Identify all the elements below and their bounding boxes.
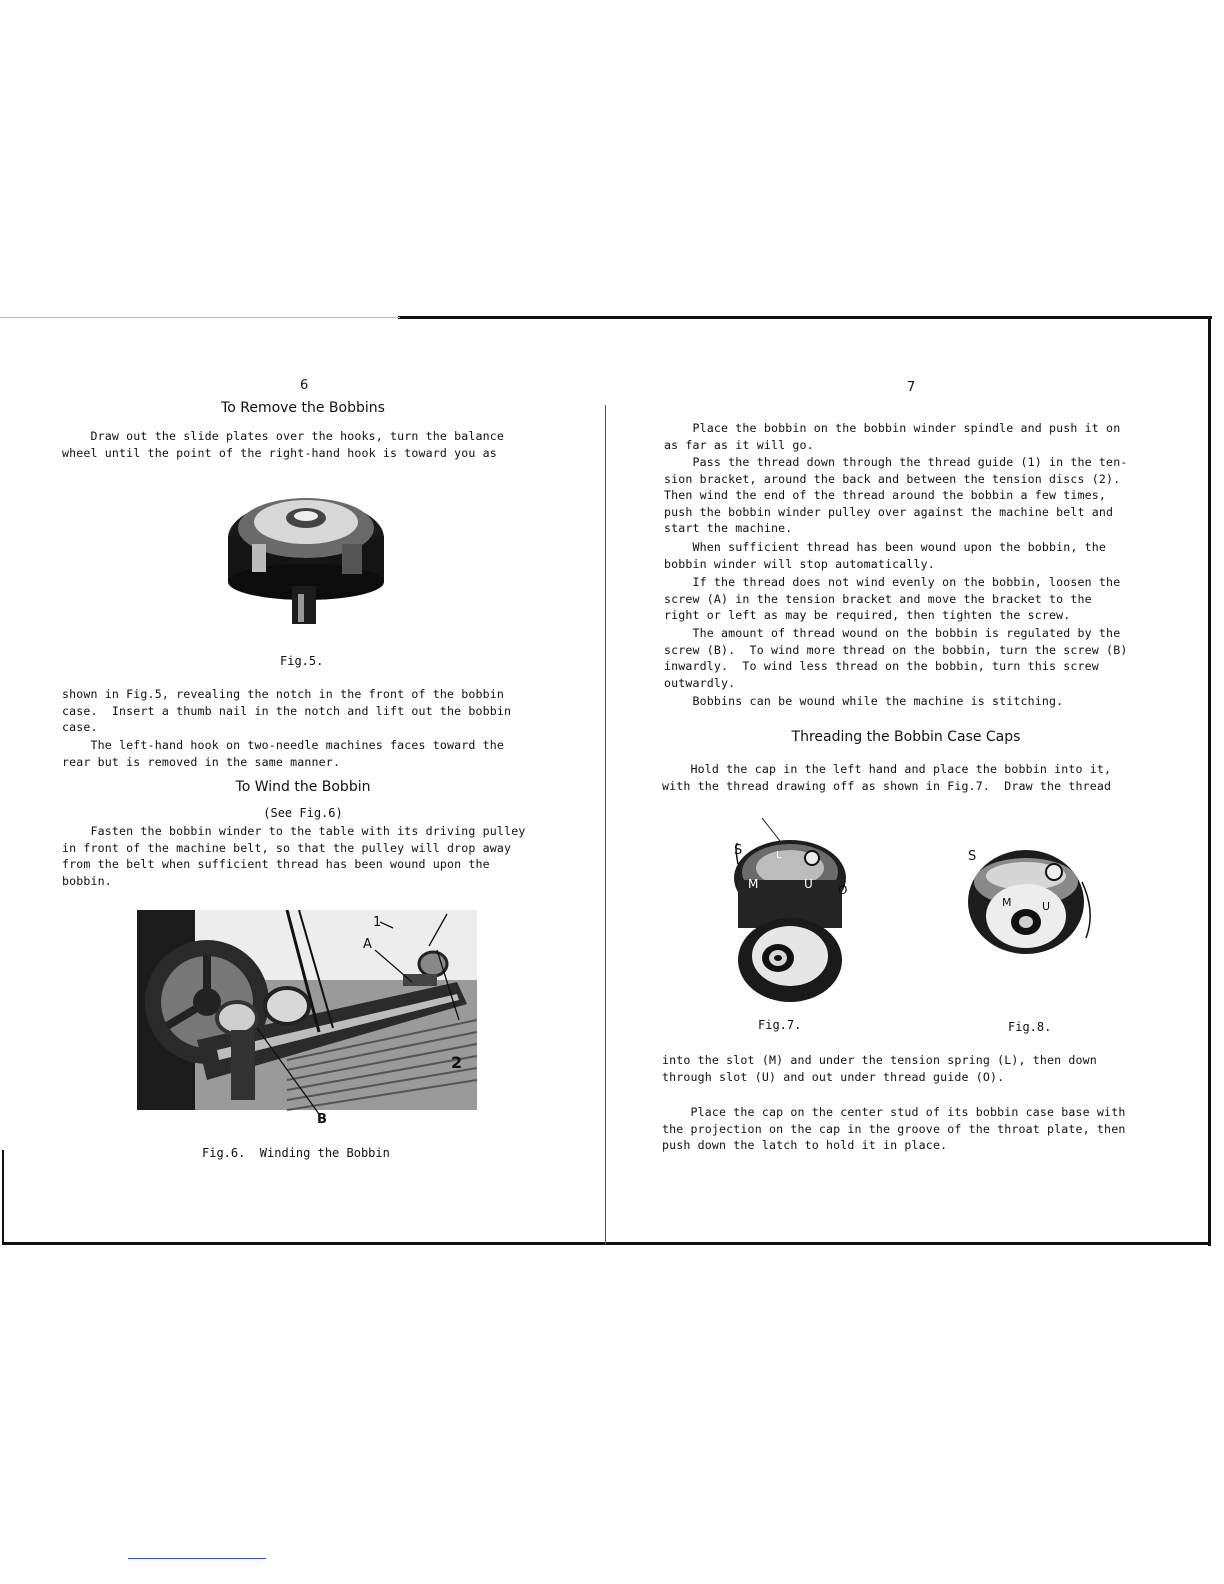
bottom-border-rule bbox=[4, 1242, 1210, 1245]
paragraph-remove-1: Draw out the slide plates over the hooks, turn the balance wheel until the point of the right-hand hook is toward you as bbox=[62, 429, 505, 460]
paragraph-bobbin-winder-6: Bobbins can be wound while the machine is stitching. bbox=[664, 694, 1064, 708]
paragraph-bobbin-winder-4: If the thread does not wind evenly on the bobbin, loosen the screw (A) in the tension bracket and move the bracket to the right or left as may be required, then tighten the screw. bbox=[664, 575, 1121, 623]
right-edge-rule bbox=[1208, 318, 1211, 1246]
paragraph-threading-1: Hold the cap in the left hand and place the bobbin into it, with the thread drawing off as shown in Fig.7. Draw the thread bbox=[662, 762, 1112, 793]
fig7-label-o: O bbox=[838, 883, 848, 897]
heading-threading-caps: Threading the Bobbin Case Caps bbox=[791, 729, 1021, 745]
paragraph-bobbin-winder-2: Pass the thread down through the thread guide (1) in the ten- sion bracket, around the back and between the tension discs (2). Then wind the end of the thread around the bobbin a few times, push the bobbin winder pulley over against the machine belt and start the machine. bbox=[664, 455, 1128, 536]
fig8-label-u: U bbox=[1042, 900, 1051, 913]
fig5-rotating-hook-illustration bbox=[222, 478, 392, 628]
page-number-left: 6 bbox=[300, 378, 309, 393]
fig8-label-s: S bbox=[968, 849, 977, 864]
fig8-bobbin-case-cap-threaded bbox=[962, 842, 1102, 962]
heading-wind-bobbin: To Wind the Bobbin bbox=[235, 779, 371, 795]
fig8-caption: Fig.8. bbox=[1008, 1020, 1052, 1034]
heading-remove-bobbins: To Remove the Bobbins bbox=[221, 400, 385, 416]
paragraph-wind-1: Fasten the bobbin winder to the table with its driving pulley in front of the machine belt, so that the pulley will drop away from the belt when sufficient thread has been wound upon the bobbin. bbox=[62, 824, 526, 888]
fig6-label-b: B bbox=[317, 1112, 327, 1125]
paragraph-remove-2: shown in Fig.5, revealing the notch in the front of the bobbin case. Insert a thumb nail in the notch and lift out the bobbin case. bbox=[62, 687, 512, 735]
see-fig6-note: (See Fig.6) bbox=[263, 806, 343, 820]
fig6-label-a: A bbox=[363, 937, 372, 952]
paragraph-bobbin-winder-3: When sufficient thread has been wound upon the bobbin, the bobbin winder will stop automatically. bbox=[664, 540, 1107, 571]
paragraph-threading-3: Place the cap on the center stud of its bobbin case base with the projection on the cap in the groove of the throat plate, then push down the latch to hold it in place. bbox=[662, 1105, 1126, 1153]
paragraph-remove-3: The left-hand hook on two-needle machines faces toward the rear but is removed in the same manner. bbox=[62, 738, 505, 769]
fig6-bobbin-winder-photo bbox=[137, 910, 477, 1125]
fig6-label-1: 1 bbox=[373, 915, 382, 930]
center-gutter-rule bbox=[605, 405, 606, 1245]
paragraph-threading-2: into the slot (M) and under the tension spring (L), then down through slot (U) and out under thread guide (O). bbox=[662, 1053, 1097, 1084]
paragraph-bobbin-winder-1: Place the bobbin on the bobbin winder spindle and push it on as far as it will go. bbox=[664, 421, 1121, 452]
fig7-label-s: S bbox=[734, 843, 743, 858]
fig7-label-u: U bbox=[804, 877, 813, 891]
fig8-label-m: M bbox=[1002, 896, 1012, 909]
top-border-thin-rule bbox=[0, 317, 400, 318]
footer-link-underline bbox=[128, 1558, 266, 1559]
page-number-right: 7 bbox=[907, 380, 916, 395]
fig7-bobbin-case-cap-illustration bbox=[724, 816, 864, 1006]
top-border-rule bbox=[398, 316, 1212, 319]
left-edge-rule bbox=[2, 1150, 4, 1245]
fig7-caption: Fig.7. bbox=[758, 1018, 802, 1032]
fig7-label-l: L bbox=[776, 850, 782, 861]
fig6-label-2: 2 bbox=[451, 1053, 463, 1072]
fig5-caption: Fig.5. bbox=[280, 654, 324, 668]
paragraph-bobbin-winder-5: The amount of thread wound on the bobbin is regulated by the screw (B). To wind more thread on the bobbin, turn the screw (B) inwardly. To wind less thread on the bobbin, turn this screw outwardly. bbox=[664, 626, 1128, 690]
fig7-label-m: M bbox=[748, 877, 759, 891]
fig6-caption: Fig.6. Winding the Bobbin bbox=[202, 1146, 390, 1160]
